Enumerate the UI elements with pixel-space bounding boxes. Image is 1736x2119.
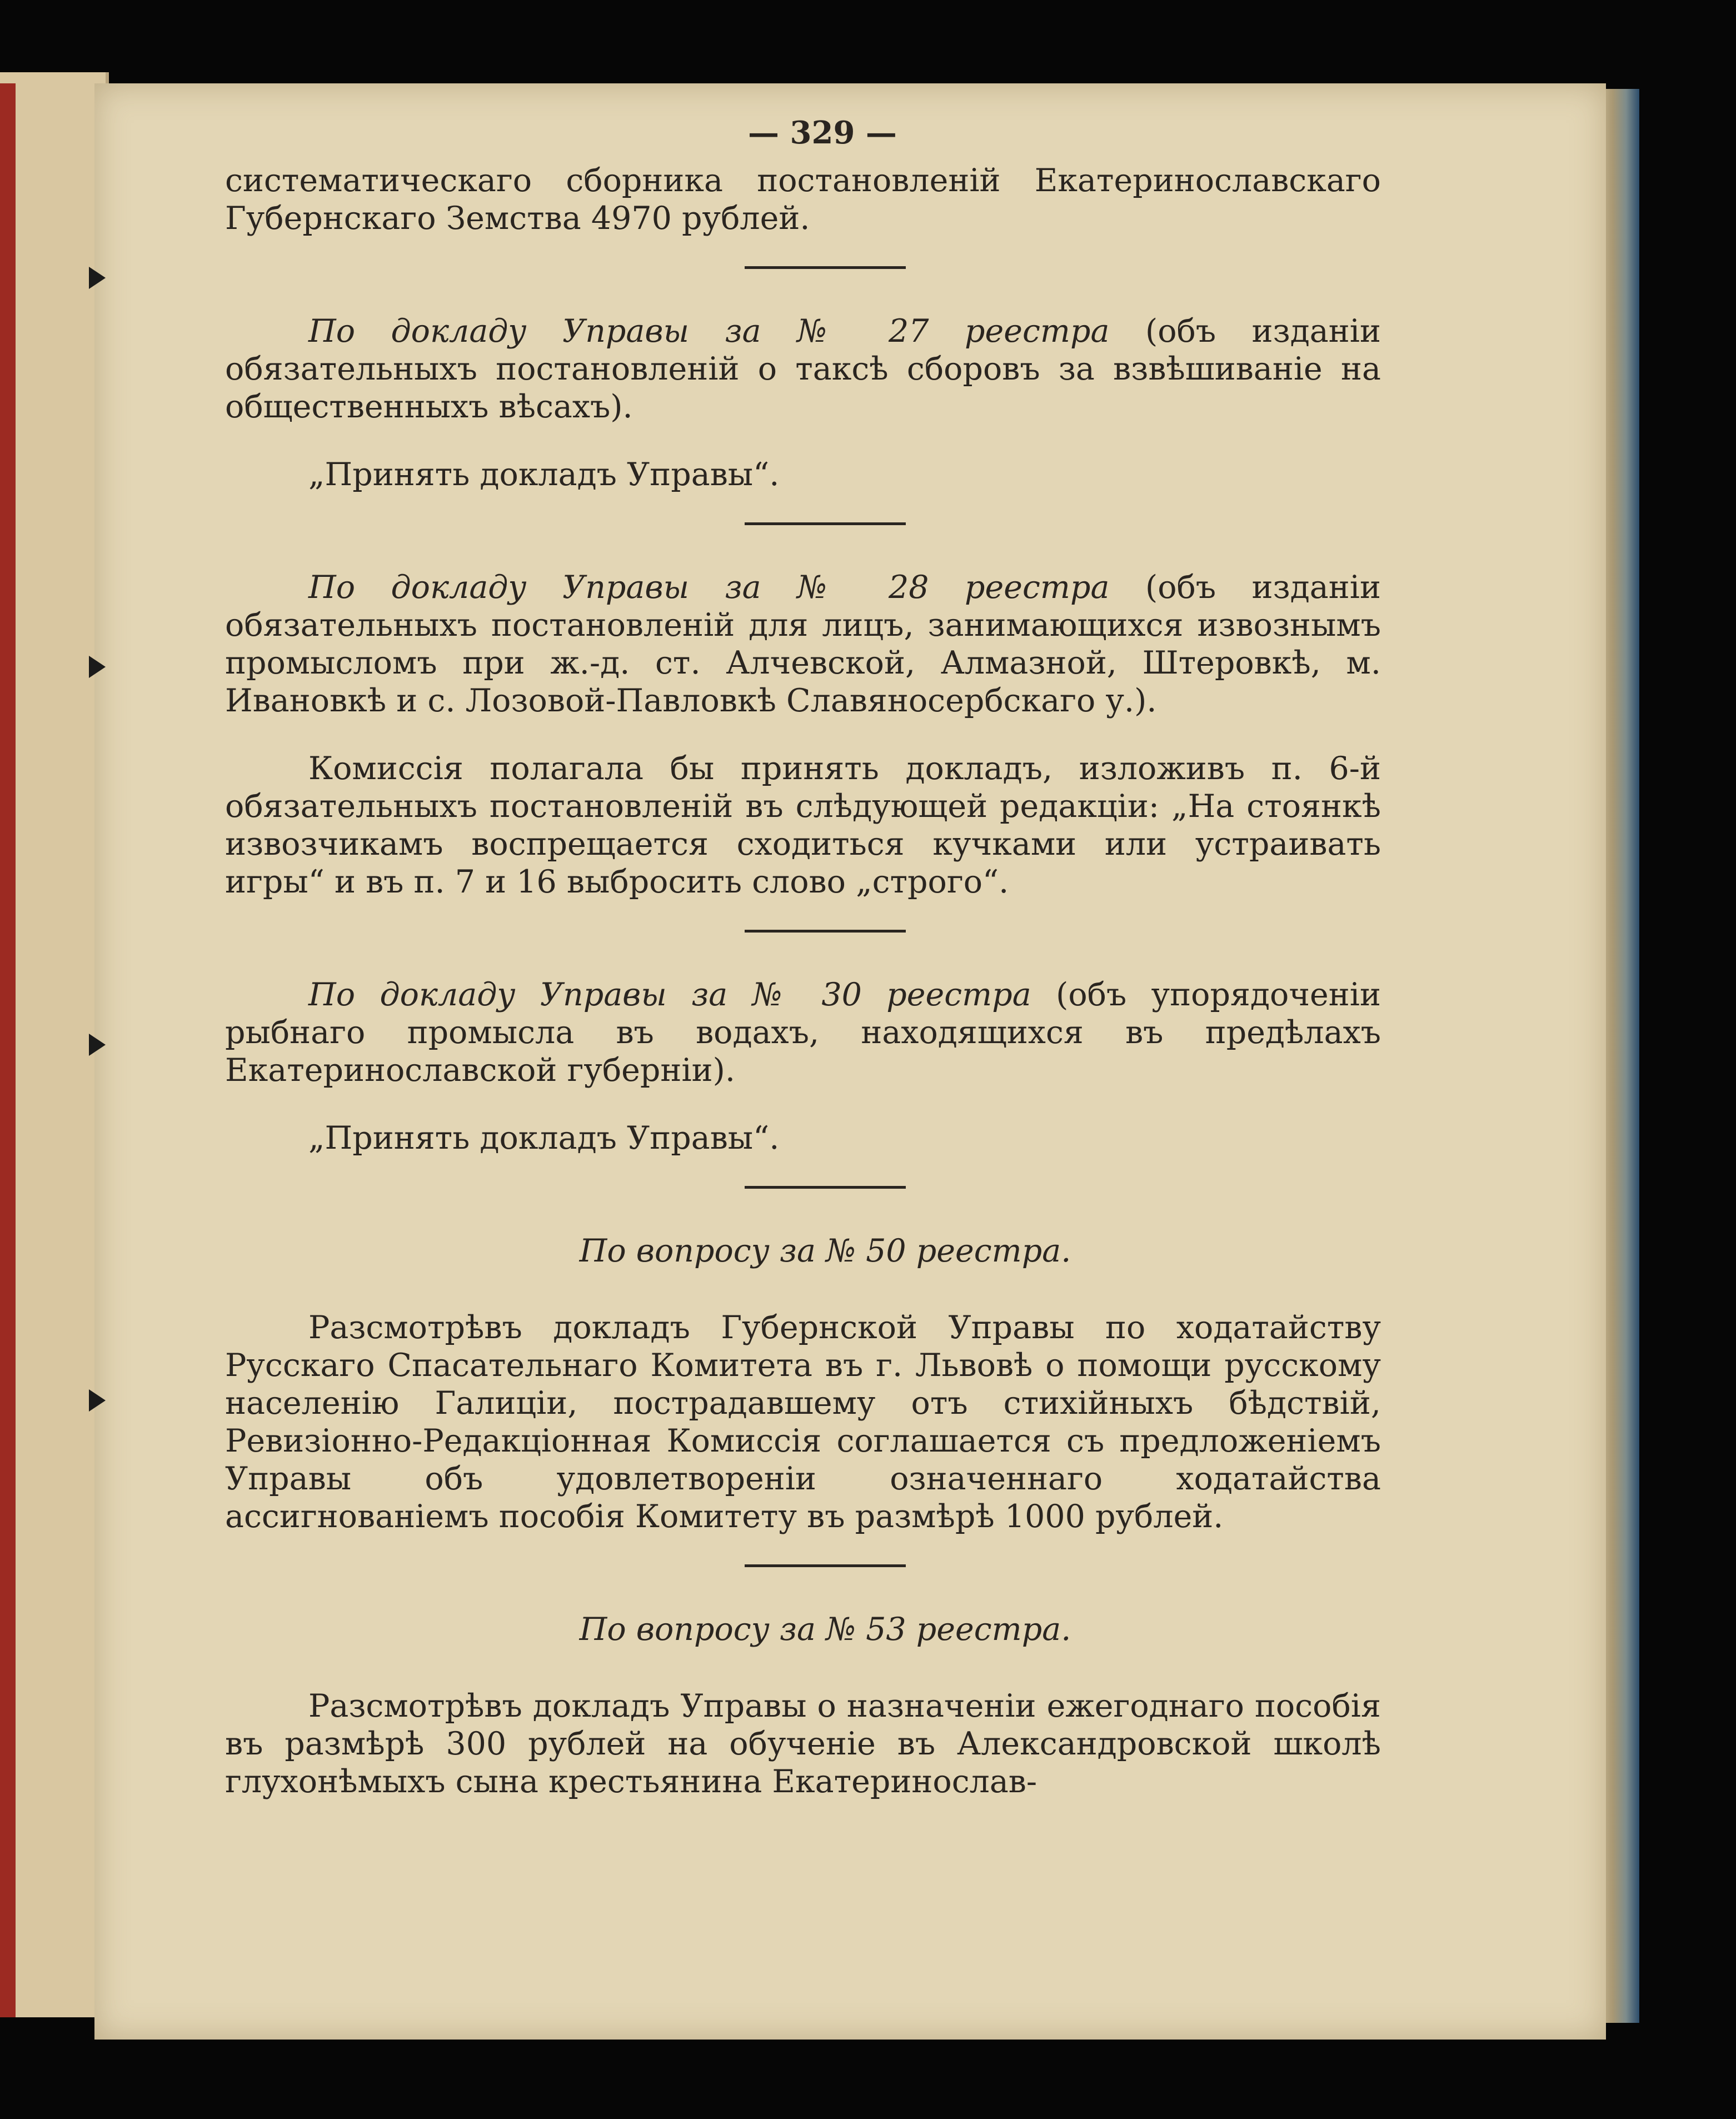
resolution-quote: „Принять докладъ Управы“. xyxy=(308,456,780,493)
paragraph-commission-opinion: Комиссія полагала бы принять докладъ, изложивъ п. 6-й обязательныхъ постановленій въ слѣдующей редакціи: „На стоянкѣ извозчикамъ воспрещается сходиться кучками или устраивать игры“ и въ п. 7 и 16 выбросить слово „строго“. xyxy=(225,750,1381,900)
report-reference: По докладу Управы за № 30 реестра xyxy=(308,976,1031,1013)
question-heading-50: По вопросу за № 50 реестра. xyxy=(579,1233,1071,1269)
section-divider xyxy=(745,266,906,269)
resolution-quote: „Принять докладъ Управы“. xyxy=(308,1120,780,1156)
section-divider xyxy=(745,1564,906,1567)
report-description: (объ упорядоченіи рыбнаго промысла въ водахъ, находящихся въ предѣлахъ Екатеринославской губерніи). xyxy=(225,976,1381,1089)
page-text-column xyxy=(225,114,1381,1801)
report-description: (объ изданіи обязательныхъ постановленій о таксѣ сборовъ за взвѣшиваніе на общественныхъ вѣсахъ). xyxy=(225,313,1381,425)
report-reference: По докладу Управы за № 28 реестра xyxy=(308,569,1110,606)
paragraph-report-28 xyxy=(225,569,1381,720)
section-divider xyxy=(745,930,906,933)
paragraph-question-50: Разсмотрѣвъ докладъ Губернской Управы по ходатайству Русскаго Спасательнаго Комитета въ г. Львовѣ о помощи русскому населенію Галиціи, пострадавшему отъ стихійныхъ бѣдствій, Ревизіонно-Редакціонная Комиссія соглашается съ предложеніемъ Управы объ удовлетвореніи означеннаго ходатайства ассигнованіемъ пособія Комитету въ размѣрѣ 1000 рублей. xyxy=(225,1309,1381,1535)
question-heading-53: По вопросу за № 53 реестра. xyxy=(579,1611,1071,1648)
section-divider xyxy=(745,522,906,525)
paragraph-report-27 xyxy=(225,312,1381,426)
paragraph-report-30 xyxy=(225,976,1381,1089)
paragraph-question-53: Разсмотрѣвъ докладъ Управы о назначеніи ежегоднаго пособія въ размѣрѣ 300 рублей на обученіе въ Александровской школѣ глухонѣмыхъ сына крестьянина Екатеринослав- xyxy=(225,1688,1381,1800)
page-number: — 329 — xyxy=(748,114,897,151)
report-reference: По докладу Управы за № 27 реестра xyxy=(308,313,1110,350)
book-cover-edge xyxy=(0,83,16,2017)
paragraph-continuation: систематическаго сборника постановленій Екатеринославскаго Губернскаго Земства 4970 рублей. xyxy=(225,162,1381,237)
report-description: (объ изданіи обязательныхъ постановленій для лицъ, занимающихся извознымъ промысломъ при ж.-д. ст. Алчевской, Алмазной, Штеровкѣ, м. Ивановкѣ и с. Лозовой-Павловкѣ Славяносербскаго у.). xyxy=(225,569,1381,719)
section-divider xyxy=(745,1186,906,1189)
